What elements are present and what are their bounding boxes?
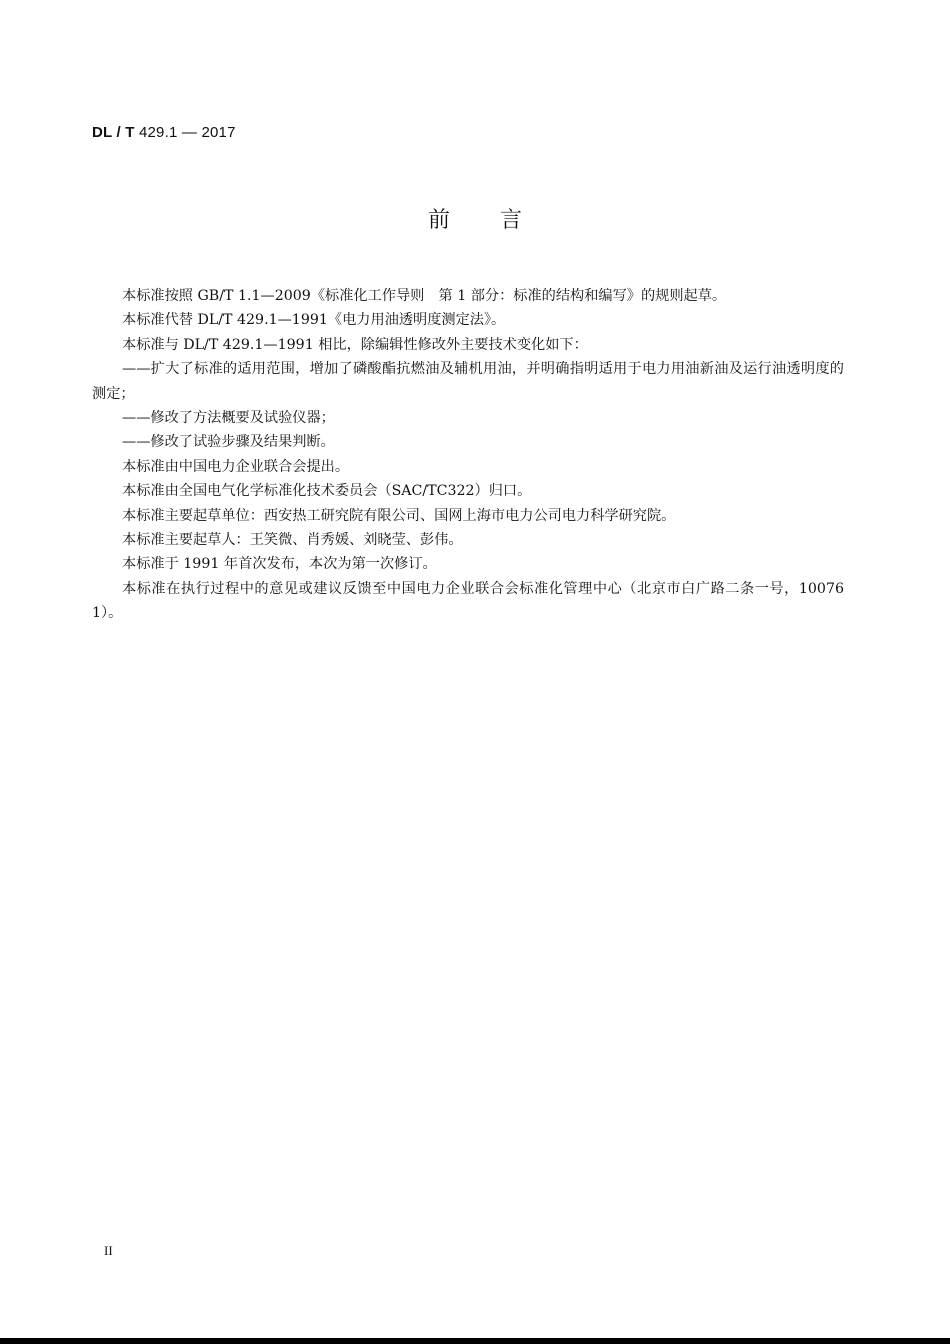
paragraph-feedback: 本标准在执行过程中的意见或建议反馈至中国电力企业联合会标准化管理中心（北京市白广路二条一号，100761）。	[92, 580, 844, 622]
page-number: II	[104, 1243, 113, 1258]
paragraph-managed-by: 本标准由全国电气化学标准化技术委员会（SAC/TC322）归口。	[122, 483, 532, 500]
standard-prefix: DL / T	[92, 124, 135, 141]
change-item-method: ——修改了方法概要及试验仪器；	[122, 410, 335, 427]
change-item-procedure: ——修改了试验步骤及结果判断。	[122, 434, 335, 451]
paragraph-proposed-by: 本标准由中国电力企业联合会提出。	[122, 458, 350, 475]
standard-number: 429.1 — 2017	[138, 124, 236, 141]
paragraph-history: 本标准于 1991 年首次发布，本次为第一次修订。	[122, 556, 437, 573]
paragraph-drafting-rules: 本标准按照 GB/T 1.1—2009《标准化工作导则 第 1 部分：标准的结构和编写》的规则起草。	[122, 288, 727, 304]
change-item-scope: ——扩大了标准的适用范围，增加了磷酸酯抗燃油及辅机用油，并明确指明适用于电力用油新油及运行油透明度的测定；	[92, 361, 844, 402]
bottom-border	[0, 1338, 950, 1344]
standard-code	[92, 124, 236, 141]
foreword-body	[92, 284, 844, 626]
page-title: 前言	[427, 208, 572, 233]
paragraph-drafters: 本标准主要起草人：王笑微、肖秀媛、刘晓莹、彭伟。	[122, 532, 463, 549]
paragraph-changes-intro: 本标准与 DL/T 429.1—1991 相比，除编辑性修改外主要技术变化如下：	[122, 336, 588, 353]
paragraph-drafting-units: 本标准主要起草单位：西安热工研究院有限公司、国网上海市电力公司电力科学研究院。	[122, 507, 676, 524]
paragraph-replaces: 本标准代替 DL/T 429.1—1991《电力用油透明度测定法》。	[122, 312, 506, 329]
